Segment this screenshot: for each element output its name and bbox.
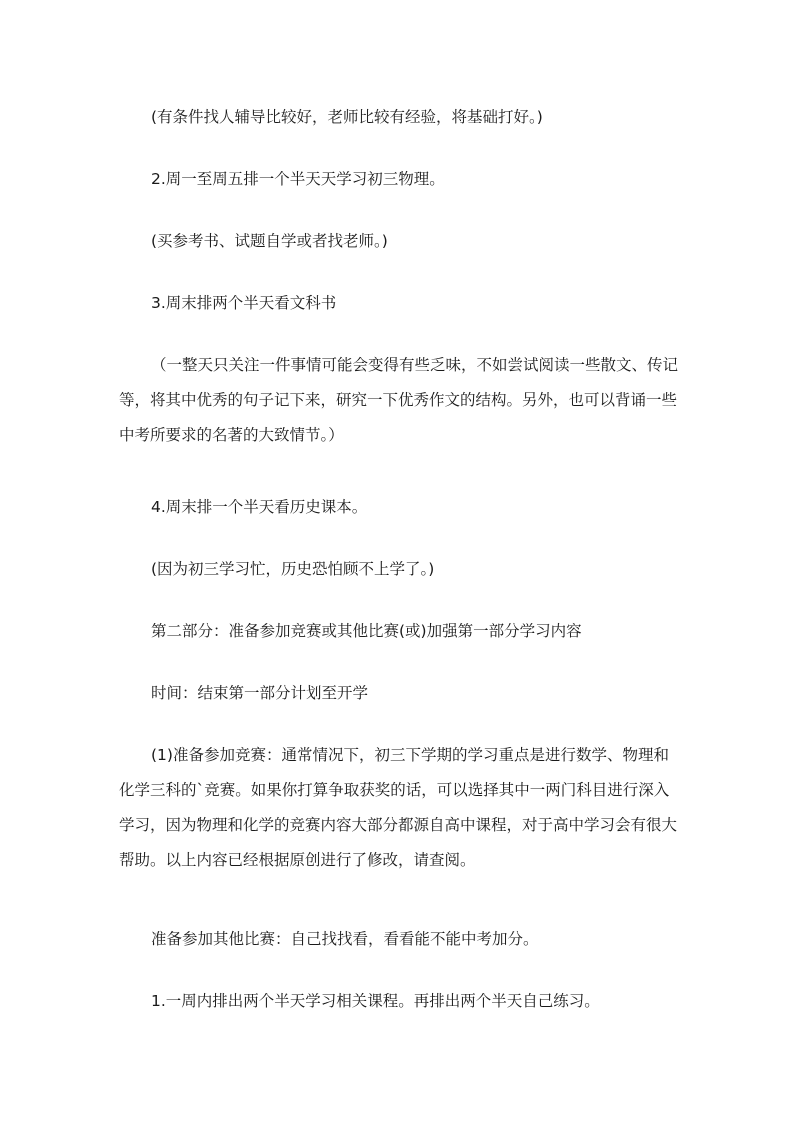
- paragraph-text: 4.周末排一个半天看历史课本。: [151, 498, 368, 516]
- paragraph-liberal-arts-plan: [119, 286, 679, 321]
- section-heading-part-two: [119, 614, 679, 649]
- paragraph-competition-prep: [119, 738, 679, 878]
- paragraph-text: 时间：结束第一部分计划至开学: [151, 684, 369, 702]
- paragraph-text: 第二部分：准备参加竞赛或其他比赛(或)加强第一部分学习内容: [151, 622, 582, 640]
- paragraph-weekly-schedule: [119, 984, 679, 1019]
- paragraph-text: （一整天只关注一件事情可能会变得有些乏味，不如尝试阅读一些散文、传记等，将其中优秀的句子记下来，研究一下优秀作文的结构。另外，也可以背诵一些中考所要求的名著的大致情节。）: [119, 356, 679, 444]
- paragraph-text: (买参考书、试题自学或者找老师。): [151, 232, 388, 250]
- paragraph-history-plan: [119, 490, 679, 525]
- paragraph-text: 3.周末排两个半天看文科书: [151, 294, 337, 312]
- paragraph-text: 准备参加其他比赛：自己找找看，看看能不能中考加分。: [151, 930, 539, 948]
- paragraph-other-competitions: [119, 922, 679, 957]
- paragraph-text: (有条件找人辅导比较好，老师比较有经验，将基础打好。): [151, 108, 543, 126]
- paragraph-text: 1.一周内排出两个半天学习相关课程。再排出两个半天自己练习。: [151, 992, 600, 1010]
- paragraph-history-note: [119, 552, 679, 587]
- paragraph-physics-plan: [119, 162, 679, 197]
- paragraph-physics-note: [119, 224, 679, 259]
- paragraph-text: (1)准备参加竞赛：通常情况下，初三下学期的学习重点是进行数学、物理和化学三科的`竞赛。如果你打算争取获奖的话，可以选择其中一两门科目进行深入学习，因为物理和化学的竞赛内容大部分都源自高中课程，对于高中学习会有很大帮助。以上内容已经根据原创进行了修改，请查阅。: [119, 746, 678, 869]
- paragraph-text: 2.周一至周五排一个半天天学习初三物理。: [151, 170, 445, 188]
- paragraph-text: (因为初三学习忙，历史恐怕顾不上学了。): [151, 560, 435, 578]
- paragraph-reading-note: [119, 348, 679, 453]
- paragraph-tutoring-note: [119, 100, 679, 135]
- paragraph-time-range: [119, 676, 679, 711]
